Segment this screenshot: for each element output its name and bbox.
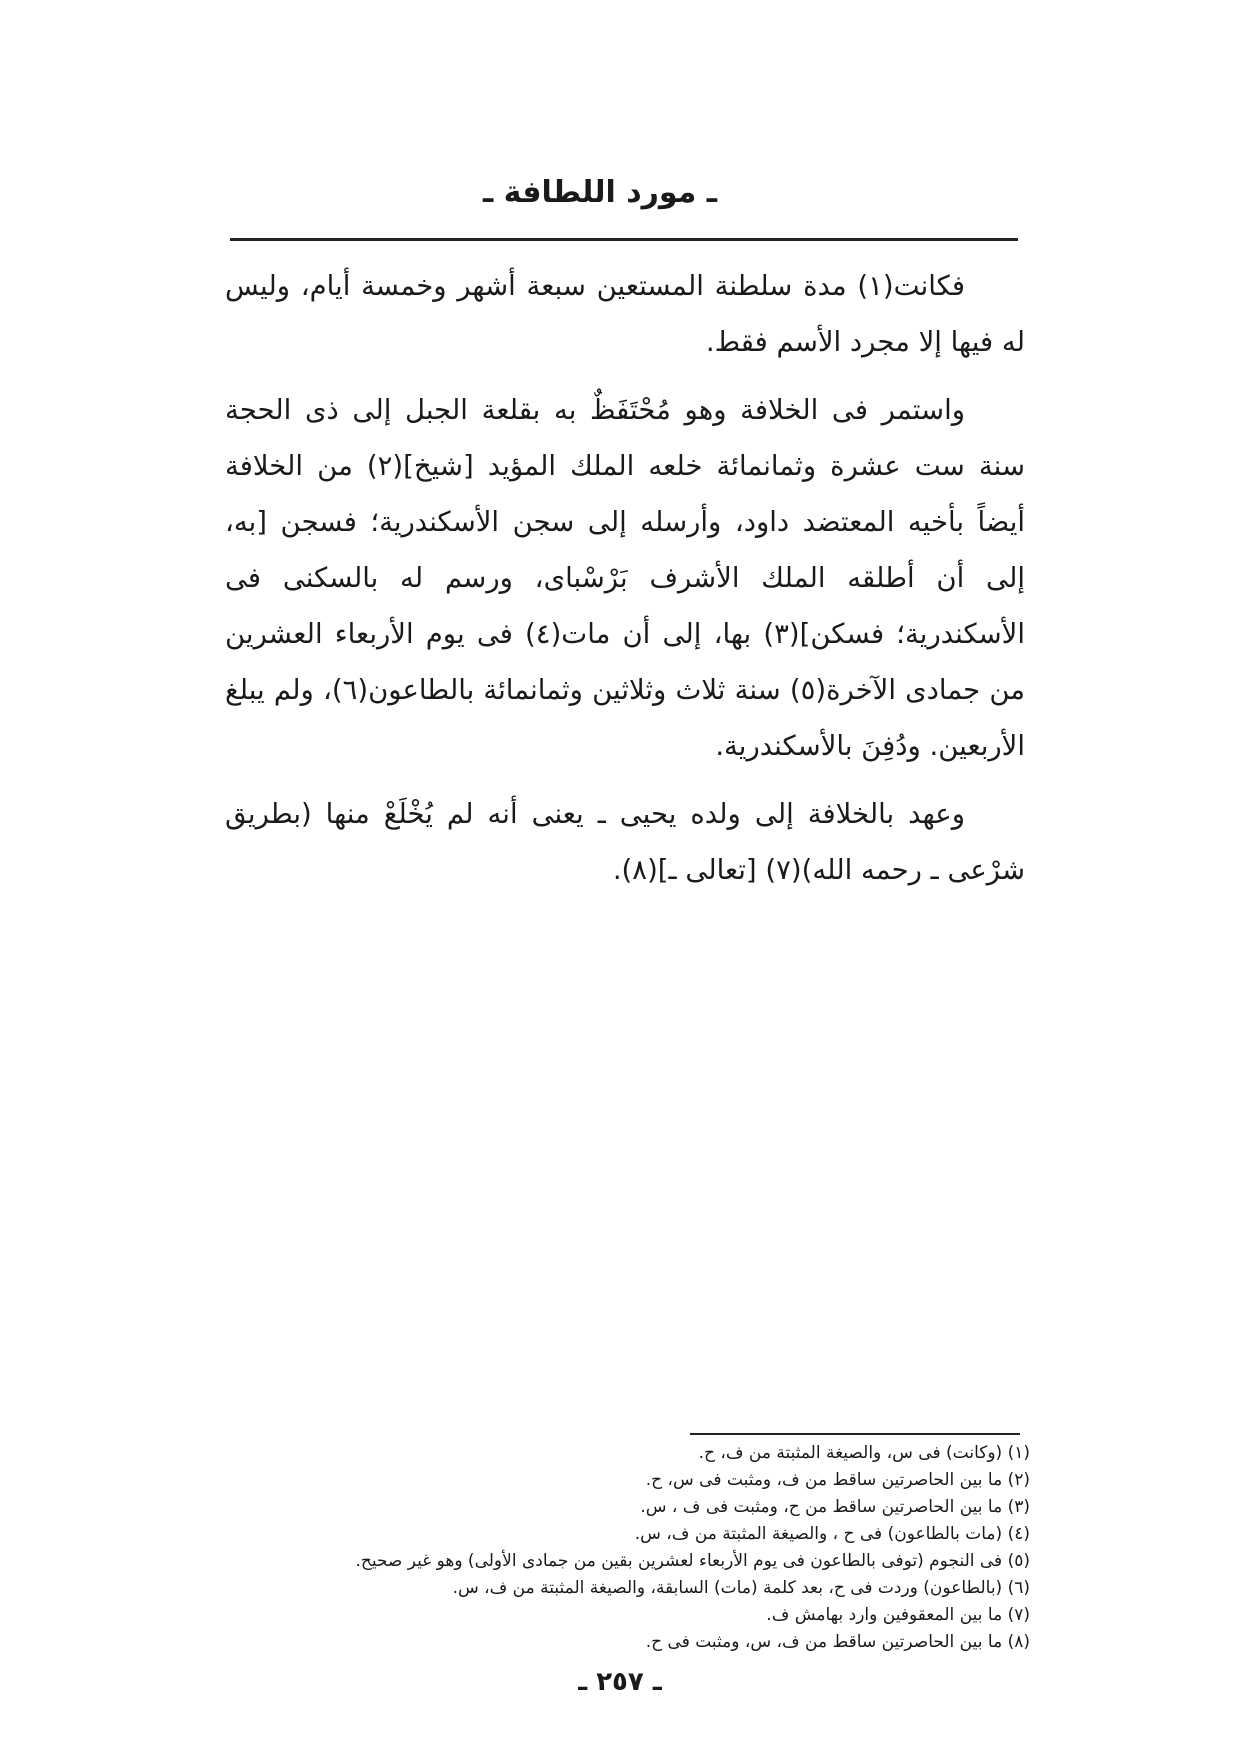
paragraph: واستمر فى الخلافة وهو مُحْتَفَظٌ به بقلعة الجبل إلى ذى الحجة سنة ست عشرة وثمانمائة خلعه الملك المؤيد [شيخ](٢) من الخلافة أيضاً بأخيه المعتضد داود، وأرسله إلى سجن الأسكندرية؛ فسجن [به، إلى أن أطلقه الملك الأشرف بَرْسْباى، ورسم له بالسكنى فى الأسكندرية؛ فسكن](٣) بها، إلى أن مات(٤) فى يوم الأربعاء العشرين من جمادى الآخرة(٥) سنة ثلاث وثلاثين وثمانمائة بالطاعون(٦)، ولم يبلغ الأربعين. ودُفِنَ بالأسكندرية. bbox=[225, 394, 1026, 762]
footnote: (٧) ما بين المعقوفين وارد بهامش ف. bbox=[766, 1605, 1030, 1625]
footnote: (٨) ما بين الحاصرتين ساقط من ف، س، ومثبت فى ح. bbox=[645, 1632, 1030, 1652]
footnote: (٢) ما بين الحاصرتين ساقط من ف، ومثبت فى س، ح. bbox=[645, 1470, 1030, 1490]
footnote: (٥) فى النجوم (توفى بالطاعون فى يوم الأربعاء لعشرين بقين من جمادى الأولى) وهو غير صحيح. bbox=[355, 1551, 1030, 1571]
header-rule bbox=[230, 238, 1018, 241]
paragraph: فكانت(١) مدة سلطنة المستعين سبعة أشهر وخمسة أيام، وليس له فيها إلا مجرد الأسم فقط. bbox=[225, 270, 1025, 358]
footnote: (٤) (مات بالطاعون) فى ح ، والصيغة المثبتة من ف، س. bbox=[634, 1524, 1030, 1544]
footnote-rule bbox=[690, 1433, 1020, 1435]
footnote: (٦) (بالطاعون) وردت فى ح، بعد كلمة (مات) السابقة، والصيغة المثبتة من ف، س. bbox=[452, 1578, 1030, 1598]
footnote: (٣) ما بين الحاصرتين ساقط من ح، ومثبت فى ف ، س. bbox=[640, 1497, 1030, 1517]
page-number: ـ ٢٥٧ ـ bbox=[578, 1667, 662, 1697]
footnote: (١) (وكانت) فى س، والصيغة المثبتة من ف، ح. bbox=[698, 1443, 1030, 1463]
footnotes bbox=[220, 1440, 1030, 1656]
running-title: ـ مورد اللطافة ـ bbox=[482, 175, 717, 210]
main-text bbox=[225, 258, 1025, 910]
paragraph: وعهد بالخلافة إلى ولده يحيى ـ يعنى أنه لم يُخْلَعْ منها (بطريق شرْعى ـ رحمه الله)(٧) [تعالى ـ](٨). bbox=[225, 798, 1025, 886]
